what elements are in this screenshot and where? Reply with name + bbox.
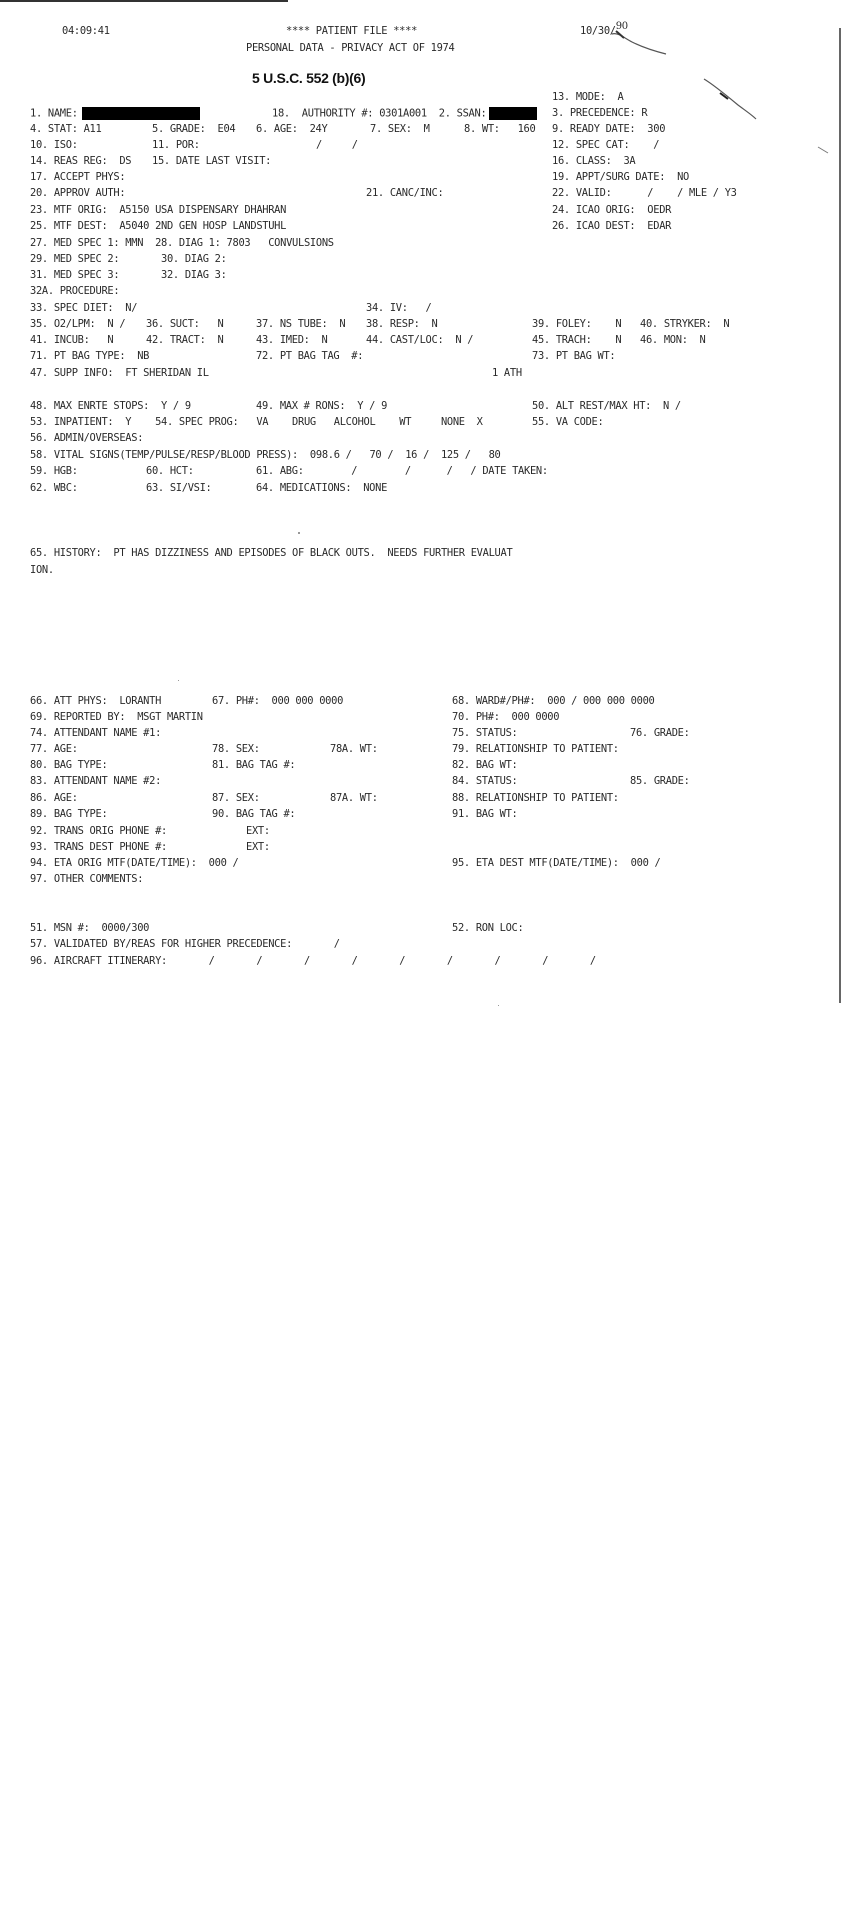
field-46-mon: 46. MON: N xyxy=(640,334,706,346)
field-93-trans-dest-phone: 93. TRANS DEST PHONE #: xyxy=(30,841,167,853)
field-37-ns-tube: 37. NS TUBE: N xyxy=(256,318,346,330)
field-90-bag-tag: 90. BAG TAG #: xyxy=(212,808,296,820)
scan-mark-small xyxy=(816,145,836,165)
foia-exemption-stamp: 5 U.S.C. 552 (b)(6) xyxy=(252,70,366,86)
field-45-trach: 45. TRACH: N xyxy=(532,334,622,346)
field-26-icao-dest: 26. ICAO DEST: EDAR xyxy=(552,220,672,232)
field-5-grade: 5. GRADE: E04 xyxy=(152,123,236,135)
field-1-name: 1. NAME: xyxy=(30,107,200,120)
print-date-handwritten: 90 xyxy=(615,21,628,32)
field-11-slashes: / / xyxy=(316,139,358,151)
field-19-appt-surg-date: 19. APPT/SURG DATE: NO xyxy=(552,171,689,183)
field-10-iso: 10. ISO: xyxy=(30,139,78,151)
field-83-attendant-name-2: 83. ATTENDANT NAME #2: xyxy=(30,775,162,787)
print-date-typed: 10/30/ xyxy=(580,25,616,37)
field-59-hgb: 59. HGB: xyxy=(30,465,78,477)
field-78-sex: 78. SEX: xyxy=(212,743,260,755)
field-71-pt-bag-type: 71. PT BAG TYPE: NB xyxy=(30,350,150,362)
field-36-suct: 36. SUCT: N xyxy=(146,318,224,330)
field-8-wt: 8. WT: 160 xyxy=(464,123,536,135)
field-25-mtf-dest: 25. MTF DEST: A5040 2ND GEN HOSP LANDSTUHL xyxy=(30,220,287,232)
field-21-canc-inc: 21. CANC/INC: xyxy=(366,187,444,199)
field-4-stat: 4. STAT: A11 xyxy=(30,123,102,135)
name-redaction xyxy=(82,107,200,120)
field-43-imed: 43. IMED: N xyxy=(256,334,328,346)
field-87a-wt: 87A. WT: xyxy=(330,792,378,804)
field-79-relationship: 79. RELATIONSHIP TO PATIENT: xyxy=(452,743,619,755)
field-11-por: 11. POR: xyxy=(152,139,200,151)
field-86-age: 86. AGE: xyxy=(30,792,78,804)
field-84-status: 84. STATUS: xyxy=(452,775,518,787)
field-24-icao-orig: 24. ICAO ORIG: OEDR xyxy=(552,204,672,216)
field-78a-wt: 78A. WT: xyxy=(330,743,378,755)
field-87-sex: 87. SEX: xyxy=(212,792,260,804)
field-48-max-enrte-stops: 48. MAX ENRTE STOPS: Y / 9 xyxy=(30,400,191,412)
field-9-ready-date: 9. READY DATE: 300 xyxy=(552,123,666,135)
field-72-pt-bag-tag: 72. PT BAG TAG #: xyxy=(256,350,364,362)
field-49-max-rons: 49. MAX # RONS: Y / 9 xyxy=(256,400,388,412)
field-6-age: 6. AGE: 24Y xyxy=(256,123,328,135)
field-32a-procedure: 32A. PROCEDURE: xyxy=(30,285,120,297)
field-69-reported-by: 69. REPORTED BY: MSGT MARTIN xyxy=(30,711,203,723)
handwritten-stroke-mark xyxy=(610,28,670,58)
field-57-validated-by: 57. VALIDATED BY/REAS FOR HIGHER PRECEDENCE: / xyxy=(30,938,340,950)
field-51-msn: 51. MSN #: 0000/300 xyxy=(30,922,150,934)
field-44-cast-loc: 44. CAST/LOC: N / xyxy=(366,334,474,346)
field-33-spec-diet: 33. SPEC DIET: N/ xyxy=(30,302,138,314)
field-64-medications: 64. MEDICATIONS: NONE xyxy=(256,482,388,494)
field-35-o2-lpm: 35. O2/LPM: N / xyxy=(30,318,126,330)
scan-speck xyxy=(178,680,179,681)
field-66-att-phys: 66. ATT PHYS: LORANTH xyxy=(30,695,162,707)
field-85-grade: 85. GRADE: xyxy=(630,775,690,787)
ssan-redaction xyxy=(489,107,537,120)
field-96-aircraft-itinerary: 96. AIRCRAFT ITINERARY: / / / / / / / / / xyxy=(30,955,596,967)
field-75-status: 75. STATUS: xyxy=(452,727,518,739)
field-52-ron-loc: 52. RON LOC: xyxy=(452,922,524,934)
field-22-valid: 22. VALID: / / MLE / Y3 xyxy=(552,187,737,199)
scan-mark-stroke xyxy=(700,75,760,125)
field-50-alt-rest: 50. ALT REST/MAX HT: N / xyxy=(532,400,681,412)
field-92-ext: EXT: xyxy=(246,825,270,837)
field-61-abg: 61. ABG: / / / / DATE TAKEN: xyxy=(256,465,548,477)
field-73-pt-bag-wt: 73. PT BAG WT: xyxy=(532,350,616,362)
field-31-med-spec-3: 31. MED SPEC 3: 32. DIAG 3: xyxy=(30,269,227,281)
field-41-incub: 41. INCUB: N xyxy=(30,334,114,346)
field-14-reas-reg: 14. REAS REG: DS xyxy=(30,155,132,167)
field-7-sex: 7. SEX: M xyxy=(370,123,430,135)
field-18-authority: 18. AUTHORITY #: 0301A001 2. SSAN: xyxy=(272,107,537,120)
field-55-va-code: 55. VA CODE: xyxy=(532,416,604,428)
field-23-mtf-orig: 23. MTF ORIG: A5150 USA DISPENSARY DHAHRAN xyxy=(30,204,287,216)
print-time: 04:09:41 xyxy=(62,25,110,37)
field-47-supp-info: 47. SUPP INFO: FT SHERIDAN IL xyxy=(30,367,209,379)
field-3-precedence: 3. PRECEDENCE: R xyxy=(552,107,648,119)
field-15-date-last-visit: 15. DATE LAST VISIT: xyxy=(152,155,272,167)
field-16-class: 16. CLASS: 3A xyxy=(552,155,636,167)
field-91-bag-wt: 91. BAG WT: xyxy=(452,808,518,820)
field-89-bag-type: 89. BAG TYPE: xyxy=(30,808,108,820)
field-97-other-comments: 97. OTHER COMMENTS: xyxy=(30,873,144,885)
field-67-ph: 67. PH#: 000 000 0000 xyxy=(212,695,344,707)
field-56-admin-overseas: 56. ADMIN/OVERSEAS: xyxy=(30,432,144,444)
top-rule xyxy=(0,0,288,2)
field-27-med-spec-1: 27. MED SPEC 1: MMN 28. DIAG 1: 7803 CONVULSIONS xyxy=(30,237,334,249)
field-39-foley: 39. FOLEY: N xyxy=(532,318,622,330)
field-92-trans-orig-phone: 92. TRANS ORIG PHONE #: xyxy=(30,825,167,837)
field-63-si-vsi: 63. SI/VSI: xyxy=(146,482,212,494)
field-65-history-cont: ION. xyxy=(30,564,54,576)
field-58-vital-signs: 58. VITAL SIGNS(TEMP/PULSE/RESP/BLOOD PRESS): 098.6 / 70 / 16 / 125 / 80 xyxy=(30,449,501,461)
scan-speck xyxy=(498,1005,499,1006)
field-68-ward-ph: 68. WARD#/PH#: 000 / 000 000 0000 xyxy=(452,695,655,707)
field-74-attendant-name-1: 74. ATTENDANT NAME #1: xyxy=(30,727,162,739)
field-42-tract: 42. TRACT: N xyxy=(146,334,224,346)
field-40-stryker: 40. STRYKER: N xyxy=(640,318,730,330)
field-62-wbc: 62. WBC: xyxy=(30,482,78,494)
field-17-accept-phys: 17. ACCEPT PHYS: xyxy=(30,171,126,183)
field-47-ath: 1 ATH xyxy=(492,367,522,379)
field-53-inpatient: 53. INPATIENT: Y 54. SPEC PROG: VA DRUG ALCOHOL WT NONE X xyxy=(30,416,483,428)
field-93-ext: EXT: xyxy=(246,841,270,853)
field-94-eta-orig-mtf: 94. ETA ORIG MTF(DATE/TIME): 000 / xyxy=(30,857,239,869)
field-12-spec-cat: 12. SPEC CAT: / xyxy=(552,139,660,151)
field-80-bag-type: 80. BAG TYPE: xyxy=(30,759,108,771)
scan-speck xyxy=(298,532,300,534)
field-82-bag-wt: 82. BAG WT: xyxy=(452,759,518,771)
field-88-relationship: 88. RELATIONSHIP TO PATIENT: xyxy=(452,792,619,804)
field-60-hct: 60. HCT: xyxy=(146,465,194,477)
field-29-med-spec-2: 29. MED SPEC 2: 30. DIAG 2: xyxy=(30,253,227,265)
field-81-bag-tag: 81. BAG TAG #: xyxy=(212,759,296,771)
field-38-resp: 38. RESP: N xyxy=(366,318,438,330)
field-95-eta-dest-mtf: 95. ETA DEST MTF(DATE/TIME): 000 / xyxy=(452,857,661,869)
field-20-approv-auth: 20. APPROV AUTH: xyxy=(30,187,126,199)
field-70-ph: 70. PH#: 000 0000 xyxy=(452,711,560,723)
field-13-mode: 13. MODE: A xyxy=(552,91,624,103)
field-76-grade: 76. GRADE: xyxy=(630,727,690,739)
document-title: **** PATIENT FILE **** xyxy=(286,25,418,37)
privacy-act-line: PERSONAL DATA - PRIVACY ACT OF 1974 xyxy=(246,42,455,54)
field-65-history: 65. HISTORY: PT HAS DIZZINESS AND EPISODES OF BLACK OUTS. NEEDS FURTHER EVALUAT xyxy=(30,547,513,559)
right-margin-rule xyxy=(839,28,841,1003)
field-77-age: 77. AGE: xyxy=(30,743,78,755)
field-34-iv: 34. IV: / xyxy=(366,302,432,314)
